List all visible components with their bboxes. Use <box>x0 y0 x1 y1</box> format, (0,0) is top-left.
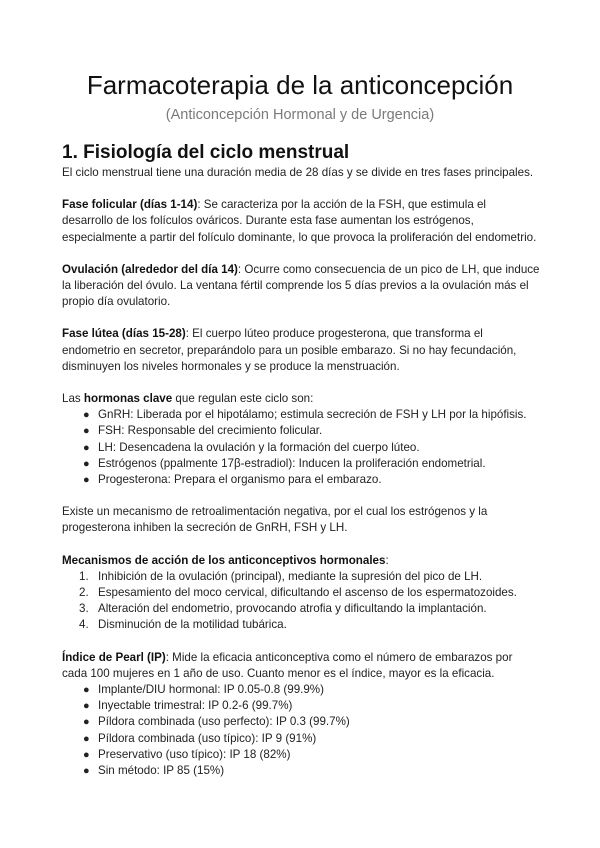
bullet-icon: ● <box>83 457 90 470</box>
list-item-text: Píldora combinada (uso típico): IP 9 (91%) <box>98 731 317 745</box>
bullet-icon: ● <box>83 684 90 697</box>
list-item <box>62 423 540 439</box>
list-number: 4. <box>79 618 89 632</box>
list-item <box>62 763 540 779</box>
hormones-intro-pre: Las <box>62 392 84 406</box>
list-number: 3. <box>79 602 89 616</box>
feedback-paragraph: Existe un mecanismo de retroalimentación negativa, por el cual los estrógenos y la progesterona inhiben la secreción de GnRH, FSH y LH. <box>62 505 488 535</box>
list-item <box>62 714 540 730</box>
bullet-icon: ● <box>83 409 90 422</box>
mechanisms-list <box>62 569 540 634</box>
list-item <box>62 472 540 488</box>
phase-follicular <box>62 197 540 246</box>
list-item-text: Estrógenos (ppalmente 17β-estradiol): Inducen la proliferación endometrial. <box>98 456 486 470</box>
list-item-text: Espesamiento del moco cervical, dificultando el ascenso de los espermatozoides. <box>98 586 517 600</box>
list-item-text: Alteración del endometrio, provocando atrofia y dificultando la implantación. <box>98 602 487 616</box>
list-item <box>62 731 540 747</box>
phase-ovulation <box>62 262 540 311</box>
bullet-icon: ● <box>83 765 90 778</box>
list-item <box>62 569 540 585</box>
pearl-index-paragraph <box>62 650 540 682</box>
mechanisms-heading-text: Mecanismos de acción de los anticonceptivos hormonales <box>62 553 386 567</box>
bullet-icon: ● <box>83 474 90 487</box>
list-item-text: Preservativo (uso típico): IP 18 (82%) <box>98 747 291 761</box>
document-title: Farmacoterapia de la anticoncepción <box>86 70 514 100</box>
hormones-list <box>62 407 540 488</box>
bullet-icon: ● <box>83 441 90 454</box>
bullet-icon: ● <box>83 748 90 761</box>
phase-luteal-label: Fase lútea (días 15-28) <box>62 327 186 341</box>
list-item-text: LH: Desencadena la ovulación y la formación del cuerpo lúteo. <box>98 440 420 454</box>
mechanisms-heading-colon: : <box>385 553 389 567</box>
list-item <box>62 456 540 472</box>
bullet-icon: ● <box>83 732 90 745</box>
document-subtitle: (Anticoncepción Hormonal y de Urgencia) <box>165 107 435 123</box>
list-item <box>62 585 540 601</box>
phase-luteal <box>62 326 540 375</box>
list-item <box>62 601 540 617</box>
list-item-text: GnRH: Liberada por el hipotálamo; estimula secreción de FSH y LH por la hipófisis. <box>98 408 527 422</box>
hormones-intro <box>62 391 540 407</box>
list-item-text: Inhibición de la ovulación (principal), mediante la supresión del pico de LH. <box>98 569 483 583</box>
list-item-text: Píldora combinada (uso perfecto): IP 0.3 (99.7%) <box>98 715 350 729</box>
list-item <box>62 682 540 698</box>
hormones-intro-bold: hormonas clave <box>83 392 173 406</box>
list-item <box>62 698 540 714</box>
list-item-text: Progesterona: Prepara el organismo para el embarazo. <box>98 473 382 487</box>
list-item <box>62 617 540 633</box>
hormones-intro-post: que regulan este ciclo son: <box>172 392 314 406</box>
section-content <box>62 165 540 779</box>
intro-paragraph: El ciclo menstrual tiene una duración media de 28 días y se divide en tres fases principales. <box>62 166 534 179</box>
list-item-text: Inyectable trimestral: IP 0.2-6 (99.7%) <box>98 699 293 713</box>
phase-ovulation-text: : Ocurre como consecuencia de un pico de LH, que induce la liberación del óvulo. La ventana fértil comprende los 5 días previos a la ovulación más el propio día ovulatorio. <box>62 262 540 309</box>
phase-ovulation-label: Ovulación (alrededor del día 14) <box>62 262 238 276</box>
list-item-text: Implante/DIU hormonal: IP 0.05-0.8 (99.9%) <box>98 683 324 697</box>
section-heading: 1. Fisiología del ciclo menstrual <box>62 142 350 163</box>
list-item-text: Disminución de la motilidad tubárica. <box>98 618 287 632</box>
list-item-text: Sin método: IP 85 (15%) <box>98 764 225 778</box>
list-item <box>62 747 540 763</box>
bullet-icon: ● <box>83 425 90 438</box>
pearl-index-list <box>62 682 540 779</box>
bullet-icon: ● <box>83 716 90 729</box>
pearl-index-label: Índice de Pearl (IP) <box>62 650 166 664</box>
bullet-icon: ● <box>83 700 90 713</box>
list-item <box>62 407 540 423</box>
phase-follicular-label: Fase folicular (días 1-14) <box>62 198 198 212</box>
phase-follicular-text: : Se caracteriza por la acción de la FSH, que estimula el desarrollo de los folículos ováricos. Durante esta fase aumentan los estrógenos, especialmente a partir del folículo dominante, lo que provoca la proliferación del endometrio. <box>62 198 537 244</box>
phase-luteal-text: : El cuerpo lúteo produce progesterona, que transforma el endometrio en secretor, preparándolo para un posible embarazo. Si no hay fecundación, disminuyen los niveles hormonales y se produce la menstruación. <box>62 327 517 373</box>
list-item <box>62 440 540 456</box>
list-item-text: FSH: Responsable del crecimiento folicular. <box>98 424 323 438</box>
pearl-index-text: : Mide la eficacia anticonceptiva como el número de embarazos por cada 100 mujeres en 1 año de uso. Cuanto menor es el índice, mayor es la eficacia. <box>62 650 513 680</box>
list-number: 2. <box>79 586 89 600</box>
list-number: 1. <box>79 569 89 583</box>
mechanisms-heading <box>62 553 540 569</box>
